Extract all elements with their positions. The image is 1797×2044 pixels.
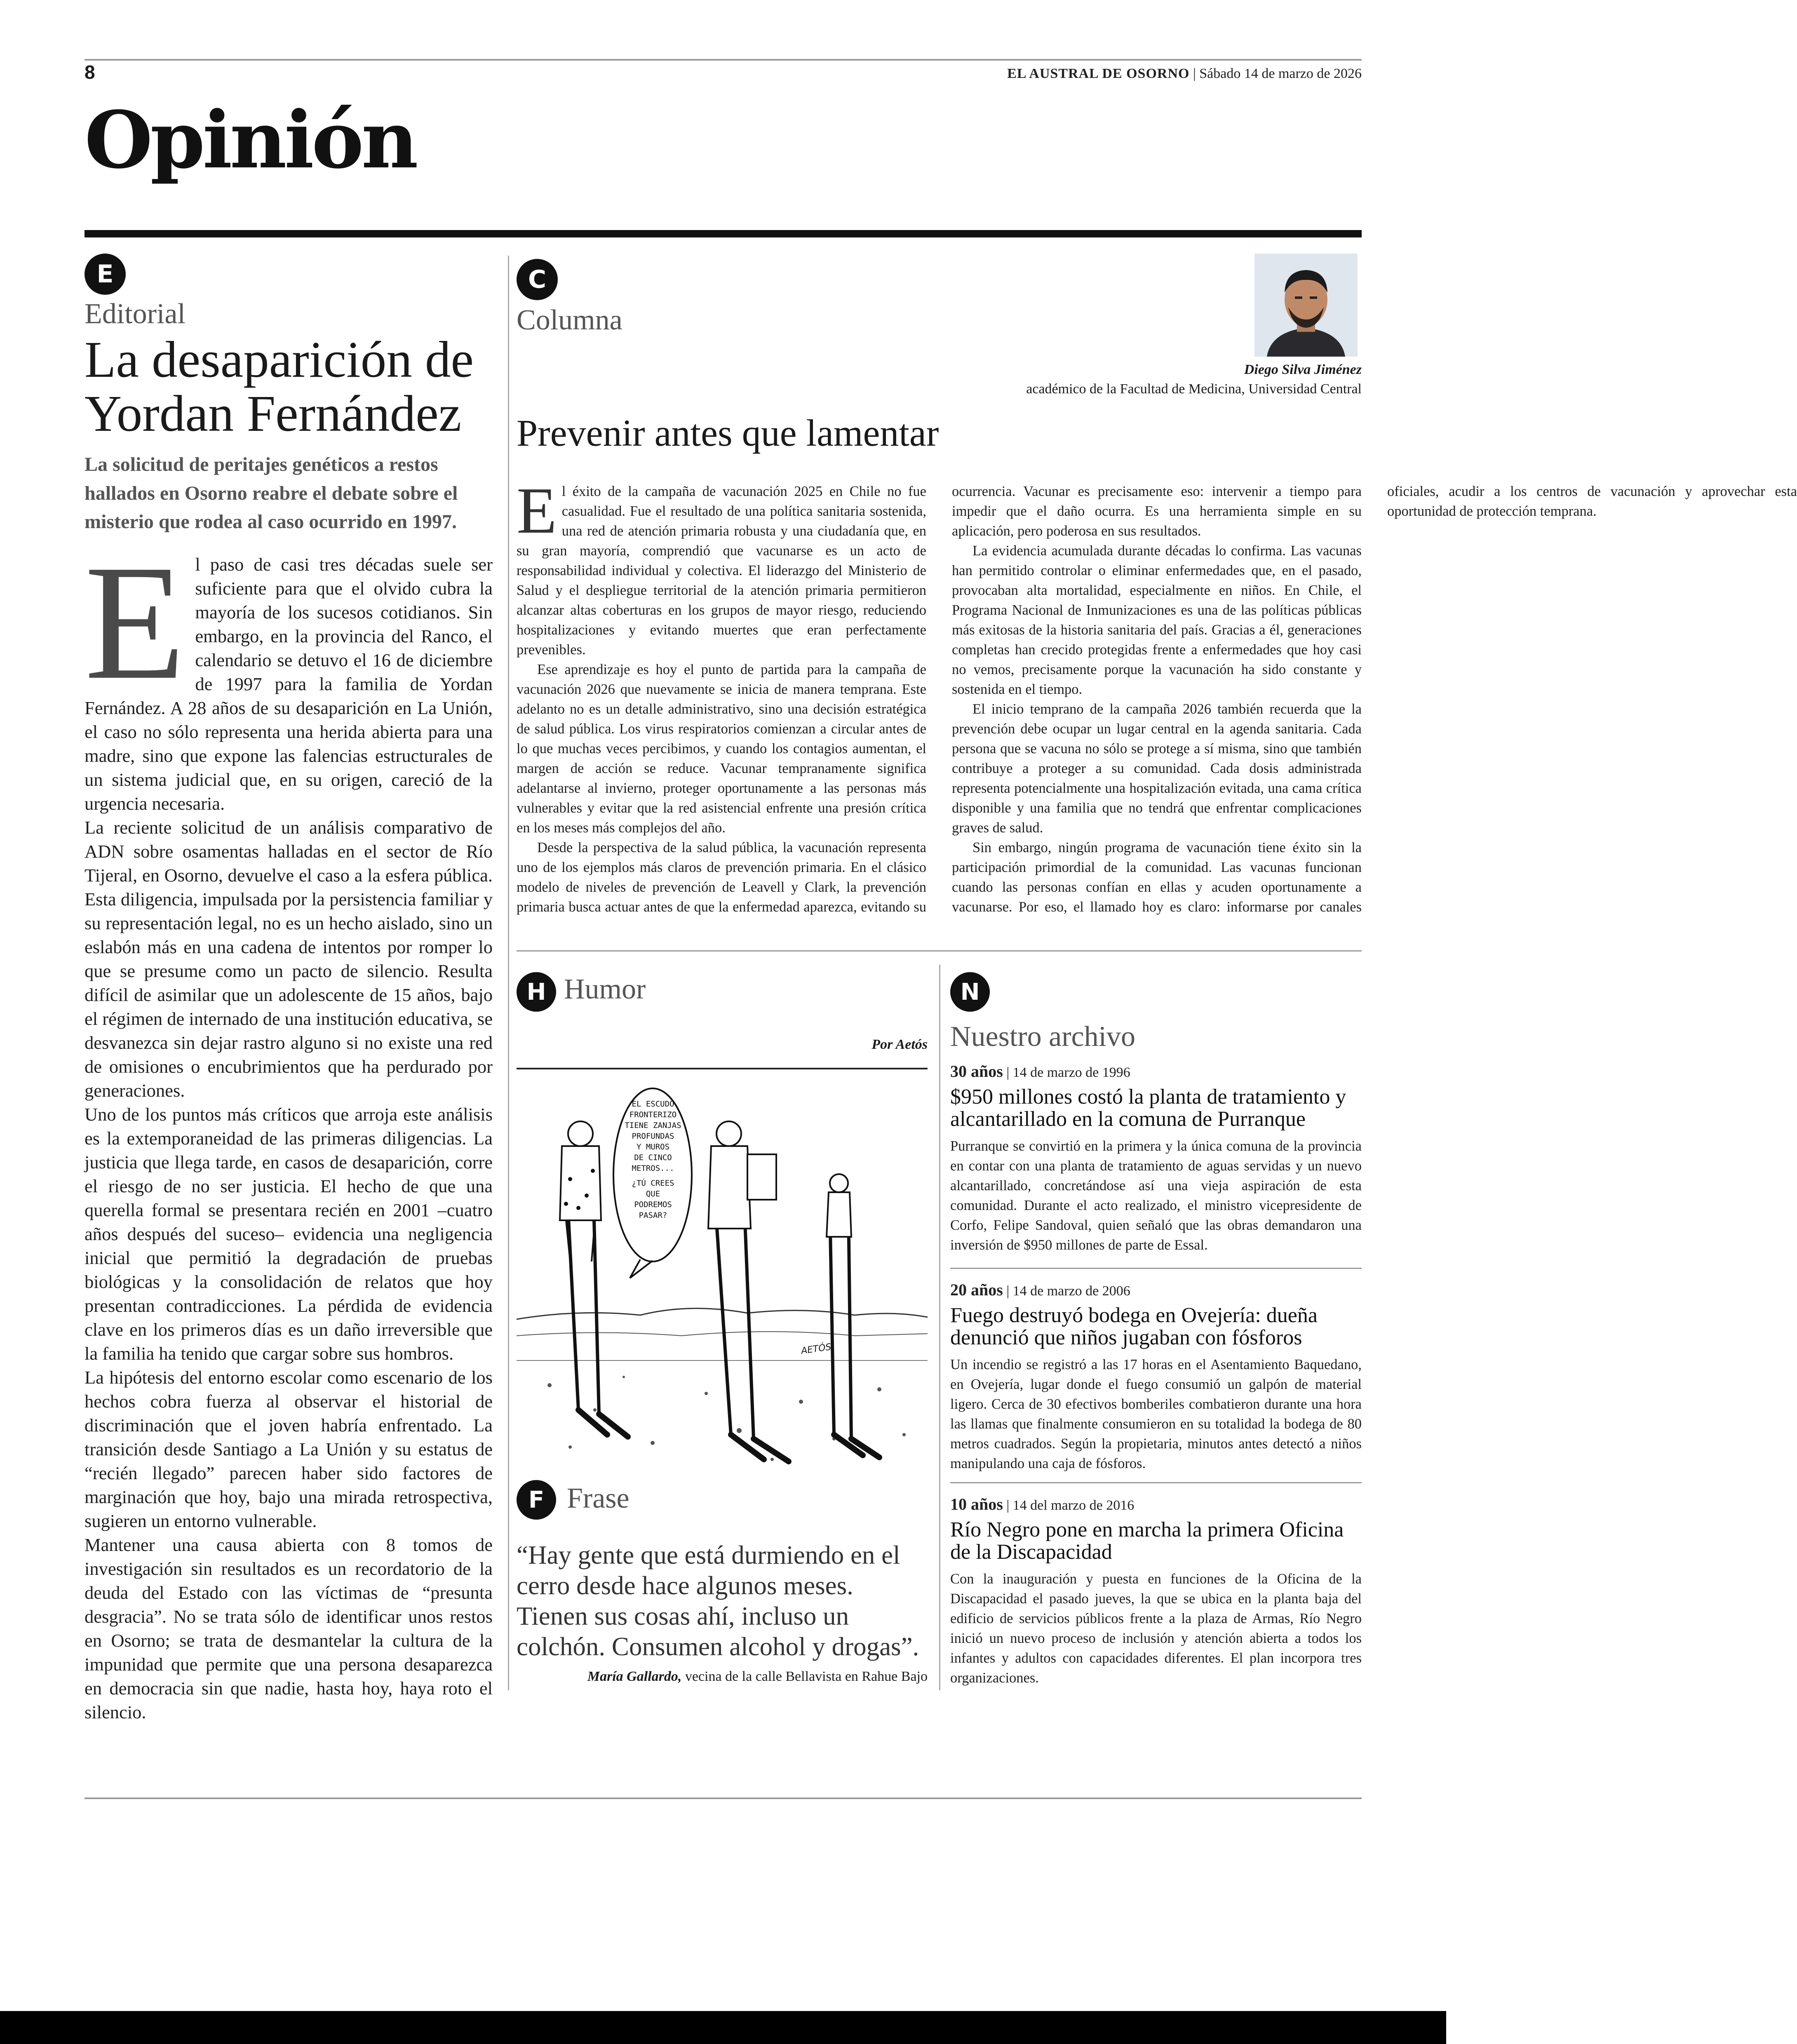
column-badge: C <box>517 259 558 300</box>
archive-years: 30 años <box>950 1062 1003 1081</box>
bubble-line: DE CINCO <box>634 1153 672 1162</box>
editorial-deck: La solicitud de peritajes genéticos a restos hallados en Osorno reabre el debate sobre el misterio que rodea al caso ocurrido en 1997. <box>85 453 458 533</box>
bubble-line: TIENE ZANJAS <box>625 1121 681 1130</box>
column-kicker: Columna <box>517 304 622 336</box>
column-paragraph: Sin embargo, ningún programa de vacunación tiene éxito sin la participación primordial de la comunidad. Las vacunas funcionan cuando las personas confían en ellas y acuden oportunamente a vacunarse. Por eso, el llamado hoy es claro: informarse por canales oficiales, acudir a los centros de vacunación y aprovechar esta oportunidad de protección temprana. <box>952 484 1797 915</box>
archive-years: 10 años <box>950 1495 1003 1513</box>
editorial-badge: E <box>85 254 126 295</box>
archive-kicker: Nuestro archivo <box>950 1021 1136 1053</box>
top-rule <box>85 59 1362 61</box>
editorial-headline: La desaparición de Yordan Fernández <box>85 331 474 443</box>
archive-rule <box>950 1268 1362 1269</box>
bottom-band <box>0 2011 1446 2044</box>
frase-source-role: vecina de la calle Bellavista en Rahue Bajo <box>685 1669 928 1684</box>
bubble-line: Y MUROS <box>636 1142 670 1151</box>
bubble-line: PROFUNDAS <box>632 1132 674 1141</box>
editorial-kicker: Editorial <box>85 298 186 330</box>
archive-badge: N <box>950 972 990 1012</box>
speech-bubble <box>619 1099 687 1221</box>
humor-top-rule <box>517 1068 928 1069</box>
archive-date: 14 de marzo de 2006 <box>1012 1283 1130 1299</box>
archive-title: $950 millones costó la planta de tratamiento y alcantarillado en la comuna de Purranque <box>950 1085 1346 1131</box>
column-paragraph: l éxito de la campaña de vacunación 2025 en Chile no fue casualidad. Fue el resultado de una política sanitaria sostenida, una red de atención primaria robusta y una ciudadanía que, en su gran mayoría, comprendió que vacunarse es un acto de responsabilidad individual y colectiva. El liderazgo del Ministerio de Salud y el despliegue territorial de la atención primaria permitieron alcanzar altas coberturas en los grupos de mayor riesgo, reduciendo hospitalizaciones y evitando muertes que eran perfectamente prevenibles. <box>517 484 926 658</box>
column-paragraph: La evidencia acumulada durante décadas lo confirma. Las vacunas han permitido controlar o eliminar enfermedades que, en el pasado, provocaban alta mortalidad, especialmente en niños. En Chile, el Programa Nacional de Inmunizaciones es una de las políticas públicas más exitosas de la historia sanitaria del país. Gracias a él, generaciones completas han crecido protegidas frente a enfermedades que hoy casi no vemos, precisamente porque la vacunación ha sido constante y sostenida en el tiempo. <box>952 543 1362 697</box>
column-paragraph: El inicio temprano de la campaña 2026 también recuerda que la prevención debe ocupar un lugar central en la agenda sanitaria. Cada persona que se vacuna no sólo se protege a sí misma, sino que también contribuye a proteger a su comunidad. Cada dosis administrada representa potencialmente una hospitalización evitada, una cama crítica disponible y una familia que no tendrá que enfrentar complicaciones graves de salud. <box>952 701 1362 836</box>
editorial-body <box>85 531 493 1724</box>
archive-date: 14 del marzo de 2016 <box>1012 1498 1135 1513</box>
cartoon <box>517 1072 928 1468</box>
bubble-line: METROS... <box>632 1164 674 1173</box>
column-divider <box>508 256 509 1690</box>
archive-body: Con la inauguración y puesta en funciones de la Oficina de la Discapacidad el pasado jueves, la que se ubica en la planta baja del edificio de servicios públicos frente a la plaza de Armas, Río Negro inició un nuevo proceso de inclusión y atención abierta a todos los infantes y adultos con capacidades diferentes. El plan incorpora tres organizaciones. <box>950 1571 1362 1686</box>
column-paragraph: Desde la perspectiva de la salud pública, la vacunación representa uno de los ejemplos más claros de prevención primaria. En el clásico modelo de niveles de prevención de Leavell y Clark, la prevención primaria busca actuar antes de que la enfermedad aparezca, evitando su ocurrencia. Vacunar es precisamente eso: intervenir a tiempo para impedir que el daño ocurra. Es una herramienta simple en su aplicación, pero poderosa en sus resultados. <box>517 484 1362 915</box>
archive-title: Río Negro pone en marcha la primera Oficina de la Discapacidad <box>950 1518 1344 1564</box>
author-photo <box>1254 254 1358 357</box>
bubble-line: PASAR? <box>639 1211 667 1220</box>
bubble-line: ¿TÚ CREES <box>632 1179 674 1188</box>
humor-badge: H <box>517 972 556 1012</box>
archive-years: 20 años <box>950 1280 1003 1299</box>
issue-date: Sábado 14 de marzo de 2026 <box>1199 66 1362 81</box>
frase-quote: “Hay gente que está durmiendo en el cerro desde hace algunos meses. Tienen sus cosas ahí, incluso un colchón. Consumen alcohol y drogas”. <box>517 1541 919 1661</box>
editorial-paragraph: La hipótesis del entorno escolar como escenario de los hechos cobra fuerza al observar el historial de discriminación que el joven habría enfrentado. La transición desde Santiago a La Unión y su estatus de “recién llegado” parecen haber sido factores de marginación que hoy, bajo una mirada retrospectiva, sugieren un entorno vulnerable. <box>85 1367 493 1531</box>
frase-source <box>517 1669 928 1685</box>
archive-date: 14 de marzo de 1996 <box>1012 1065 1130 1080</box>
column-paragraph: Ese aprendizaje es hoy el punto de partida para la campaña de vacunación 2026 que nuevamente se inicia de manera temprana. Este adelanto no es un detalle administrativo, sino una decisión estratégica de salud pública. Los virus respiratorios comienzan a circular antes de lo que muchas veces percibimos, y cuando los contagios aumentan, el margen de acción se reduce. Vacunar tempranamente significa adelantarse al invierno, proteger oportunamente a las personas más vulnerables y evitar que la red asistencial enfrente una presión crítica en los meses más complejos del año. <box>517 662 926 836</box>
cartoon-signature: AETÓS <box>800 1342 832 1357</box>
humor-credit: Por Aetós <box>871 1037 928 1052</box>
author-portrait-icon <box>1254 254 1358 357</box>
bubble-line: PODREMOS <box>634 1200 672 1209</box>
page-number: 8 <box>85 61 95 83</box>
bottom-rule <box>85 1797 1362 1799</box>
editorial-paragraph: Mantener una causa abierta con 8 tomos de investigación sin resultados es un recordatorio de la deuda del Estado con las víctimas de “presunta desgracia”. No se trata sólo de identificar unos restos en Osorno; se trata de desmantelar la cultura de la impunidad que permite que una persona desaparezca en democracia sin que nadie, hasta hoy, haya roto el silencio. <box>85 1534 493 1722</box>
editorial-paragraph: l paso de casi tres décadas suele ser suficiente para que el olvido cubra la mayoría de los sucesos cotidianos. Sin embargo, en la provincia del Ranco, el calendario se detuvo el 16 de diciembre de 1997 para la familia de Yordan Fernández. A 28 años de su desaparición en La Unión, el caso no sólo representa una herida abierta para una madre, sino que expone las falencias estructurales de un sistema judicial que, en su origen, careció de la urgencia necesaria. <box>85 554 493 814</box>
author-role: académico de la Facultad de Medicina, Universidad Central <box>1026 381 1362 397</box>
column-dropcap: E <box>517 474 557 547</box>
archive-title: Fuego destruyó bodega en Ovejería: dueña denunció que niños jugaban con fósforos <box>950 1304 1318 1349</box>
masthead: EL AUSTRAL DE OSORNO | Sábado 14 de marzo de 2026 <box>1007 66 1362 81</box>
column-bottom-rule <box>517 950 1362 952</box>
column-headline: Prevenir antes que lamentar <box>517 412 939 454</box>
frase-badge: F <box>517 1480 556 1520</box>
archive-divider <box>939 965 940 1690</box>
archive-body: Un incendio se registró a las 17 horas en el Asentamiento Baquedano, en Ovejería, lugar donde el fuego consumió un galpón de material ligero. Cerca de 30 efectivos bomberiles combatieron durante una hora las llamas que finalmente consumieron en su totalidad la bodega de 80 metros cuadrados. Según la propietaria, minutos antes detectó a niños manipulando una caja de fósforos. <box>950 1357 1362 1471</box>
editorial-paragraph: La reciente solicitud de un análisis comparativo de ADN sobre osamentas halladas en el sector de Río Tijeral, en Osorno, devuelve el caso a la esfera pública. Esta diligencia, impulsada por la persistencia familiar y su representación legal, no es un hecho aislado, sino un eslabón más en una cadena de intentos por romper lo que se presume como un pacto de silencio. Resulta difícil de asimilar que un adolescente de 15 años, bajo el régimen de internado de una institución educativa, se desvanezca sin dejar rastro alguno si no existe una red de omisiones o encubrimientos que ha perdurado por generaciones. <box>85 817 493 1101</box>
archive-body: Purranque se convirtió en la primera y la única comuna de la provincia en contar con una planta de tratamiento de aguas servidas y un nuevo alcantarillado, concretándose así una vieja aspiración de esta comunidad. Durante el acto realizado, el ministro vicepresidente de Corfo, Felipe Sandoval, quien señaló que las obras demandaron una inversión de $950 millones de parte de Essal. <box>950 1138 1362 1253</box>
cartoon-illustration <box>517 1072 928 1468</box>
frase-source-name: María Gallardo, <box>587 1669 682 1684</box>
frase-kicker: Frase <box>567 1482 630 1514</box>
bubble-line: FRONTERIZO <box>629 1110 677 1119</box>
section-title: Opinión <box>85 94 416 186</box>
column-body <box>517 474 1797 935</box>
humor-kicker: Humor <box>564 973 646 1005</box>
archive-item: 30 años | 14 de marzo de 1996 $950 millones costó la planta de tratamiento y alcantarillado en la comuna de Purranque Purranque se convirtió en la primera y la única comuna de la provincia en contar con una planta de tratamiento de aguas servidas y un nuevo alcantarillado, concretándose así una vieja aspiración de esta comunidad. Durante el acto realizado, el ministro vicepresidente de Corfo, Felipe Sandoval, quien señaló que las obras demandaron una inversión de $950 millones de parte de Essal. <box>950 1062 1362 1255</box>
newspaper-name: EL AUSTRAL DE OSORNO <box>1007 66 1190 81</box>
bubble-line: QUE <box>646 1189 660 1198</box>
archive-rule <box>950 1482 1362 1483</box>
section-rule <box>85 230 1362 237</box>
archive-item: 10 años | 14 del marzo de 2016 Río Negro pone en marcha la primera Oficina de la Discapacidad Con la inauguración y puesta en funciones de la Oficina de la Discapacidad el pasado jueves, la que se ubica en la planta baja del edificio de servicios públicos frente a la plaza de Armas, Río Negro inició un nuevo proceso de inclusión y atención abierta a todos los infantes y adultos con capacidades diferentes. El plan incorpora tres organizaciones. <box>950 1494 1362 1688</box>
bubble-line: EL ESCUDO <box>632 1100 674 1109</box>
editorial-dropcap: E <box>85 531 186 714</box>
author-name: Diego Silva Jiménez <box>1244 362 1362 377</box>
editorial-paragraph: Uno de los puntos más críticos que arroja este análisis es la extemporaneidad de las primeras diligencias. La justicia que llega tarde, en casos de desaparición, corre el riesgo de no ser justicia. El hecho de que una querella formal se presentara recién en 2001 –cuatro años después del suceso– evidencia una negligencia inicial que permitió la degradación de pruebas biológicas y la consolidación de relatos que hoy presentan contradicciones. La pérdida de evidencia clave en los primeros días es un daño irreversible que la familia ha tenido que cargar sobre sus hombros. <box>85 1104 493 1364</box>
archive-item: 20 años | 14 de marzo de 2006 Fuego destruyó bodega en Ovejería: dueña denunció que niños jugaban con fósforos Un incendio se registró a las 17 horas en el Asentamiento Baquedano, en Ovejería, lugar donde el fuego consumió un galpón de material ligero. Cerca de 30 efectivos bomberiles combatieron durante una hora las llamas que finalmente consumieron en su totalidad la bodega de 80 metros cuadrados. Según la propietaria, minutos antes detectó a niños manipulando una caja de fósforos. <box>950 1280 1362 1473</box>
